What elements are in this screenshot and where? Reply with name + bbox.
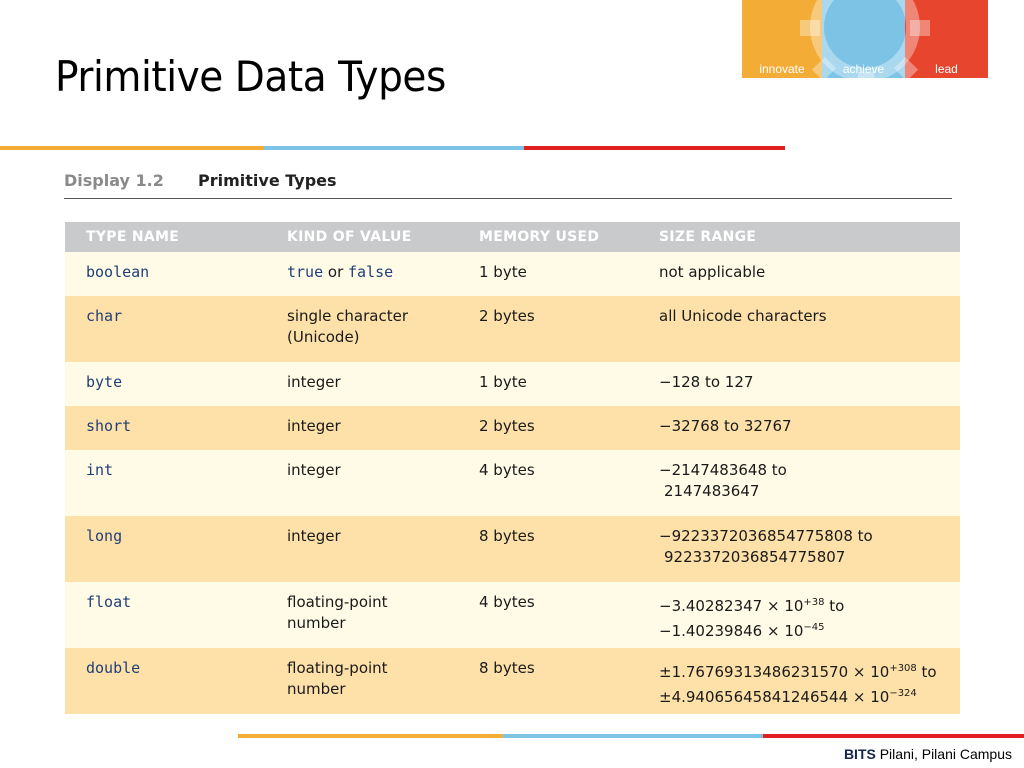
header-kind-of-value: KIND OF VALUE xyxy=(266,222,458,252)
kind-line: number xyxy=(287,614,346,632)
display-title: Primitive Types xyxy=(198,171,337,190)
type-name-cell: char xyxy=(65,296,266,362)
range-cell: all Unicode characters xyxy=(638,296,960,362)
range-line: 2147483647 xyxy=(664,482,760,500)
table-row xyxy=(65,516,960,582)
kind-cell xyxy=(266,648,458,714)
table-row xyxy=(65,362,960,406)
bottom-divider-red xyxy=(763,734,1024,738)
range-base: ±4.94065645841246544 × 10 xyxy=(659,688,890,706)
kind-line: single character xyxy=(287,307,409,325)
range-cell xyxy=(638,450,960,516)
range-cell: −128 to 127 xyxy=(638,362,960,406)
range-exponent: −324 xyxy=(889,688,917,699)
type-name-cell: long xyxy=(65,516,266,582)
kind-cell xyxy=(266,296,458,362)
range-cell xyxy=(638,648,960,714)
table-header-row xyxy=(65,222,960,252)
memory-cell: 2 bytes xyxy=(458,296,638,362)
memory-cell: 2 bytes xyxy=(458,406,638,450)
gear-icon xyxy=(790,0,940,78)
table-row xyxy=(65,406,960,450)
kind-cell xyxy=(266,582,458,648)
footer-brand xyxy=(844,746,1012,762)
top-divider-blue xyxy=(264,146,524,150)
display-number: Display 1.2 xyxy=(64,171,164,190)
range-line: −9223372036854775808 to xyxy=(659,527,873,545)
table-row xyxy=(65,252,960,296)
memory-cell: 1 byte xyxy=(458,362,638,406)
range-cell: −32768 to 32767 xyxy=(638,406,960,450)
kind-line: floating-point xyxy=(287,659,388,677)
range-cell xyxy=(638,582,960,648)
bottom-divider-orange xyxy=(238,734,503,738)
type-name-cell: byte xyxy=(65,362,266,406)
range-cell: not applicable xyxy=(638,252,960,296)
range-line xyxy=(659,617,952,642)
type-name-cell: boolean xyxy=(65,252,266,296)
memory-cell: 4 bytes xyxy=(458,582,638,648)
header-type-name: TYPE NAME xyxy=(65,222,266,252)
display-header xyxy=(64,170,952,199)
kind-cell: integer xyxy=(266,450,458,516)
range-cell xyxy=(638,516,960,582)
range-base: −1.40239846 × 10 xyxy=(659,622,804,640)
primitive-types-table xyxy=(65,222,960,714)
range-exponent: +38 xyxy=(803,597,825,608)
kind-cell: integer xyxy=(266,406,458,450)
type-name-cell: double xyxy=(65,648,266,714)
header-memory-used: MEMORY USED xyxy=(458,222,638,252)
bits-logo xyxy=(742,0,988,78)
memory-cell: 8 bytes xyxy=(458,516,638,582)
range-line: −2147483648 to xyxy=(659,461,787,479)
range-line xyxy=(659,592,952,617)
type-name-cell: int xyxy=(65,450,266,516)
range-line: 9223372036854775807 xyxy=(664,548,846,566)
range-line xyxy=(659,658,952,683)
logo-word-lead: lead xyxy=(935,62,958,76)
range-suffix: to xyxy=(916,663,937,681)
kind-cell xyxy=(266,252,458,296)
memory-cell: 1 byte xyxy=(458,252,638,296)
table-row xyxy=(65,450,960,516)
memory-cell: 8 bytes xyxy=(458,648,638,714)
type-name-cell: short xyxy=(65,406,266,450)
table-row xyxy=(65,296,960,362)
range-base: −3.40282347 × 10 xyxy=(659,597,804,615)
kind-line: floating-point xyxy=(287,593,388,611)
logo-word-innovate: innovate xyxy=(759,62,805,76)
kind-keyword: true xyxy=(287,263,324,281)
top-divider-orange xyxy=(0,146,264,150)
kind-cell: integer xyxy=(266,516,458,582)
kind-cell: integer xyxy=(266,362,458,406)
kind-line: number xyxy=(287,680,346,698)
top-divider-red xyxy=(524,146,785,150)
table-row xyxy=(65,648,960,714)
kind-keyword: false xyxy=(348,263,394,281)
range-exponent: −45 xyxy=(803,622,825,633)
memory-cell: 4 bytes xyxy=(458,450,638,516)
range-suffix: to xyxy=(824,597,845,615)
range-base: ±1.76769313486231570 × 10 xyxy=(659,663,890,681)
kind-text: or xyxy=(323,263,349,281)
header-size-range: SIZE RANGE xyxy=(638,222,960,252)
logo-word-achieve: achieve xyxy=(842,62,885,76)
bottom-divider-blue xyxy=(503,734,763,738)
footer-brand-rest: Pilani, Pilani Campus xyxy=(875,746,1012,762)
footer-brand-bold: BITS xyxy=(843,746,876,762)
type-name-cell: float xyxy=(65,582,266,648)
slide-title: Primitive Data Types xyxy=(55,52,446,101)
range-line xyxy=(659,683,952,708)
range-exponent: +308 xyxy=(889,663,917,674)
kind-line: (Unicode) xyxy=(287,328,360,346)
table-row xyxy=(65,582,960,648)
